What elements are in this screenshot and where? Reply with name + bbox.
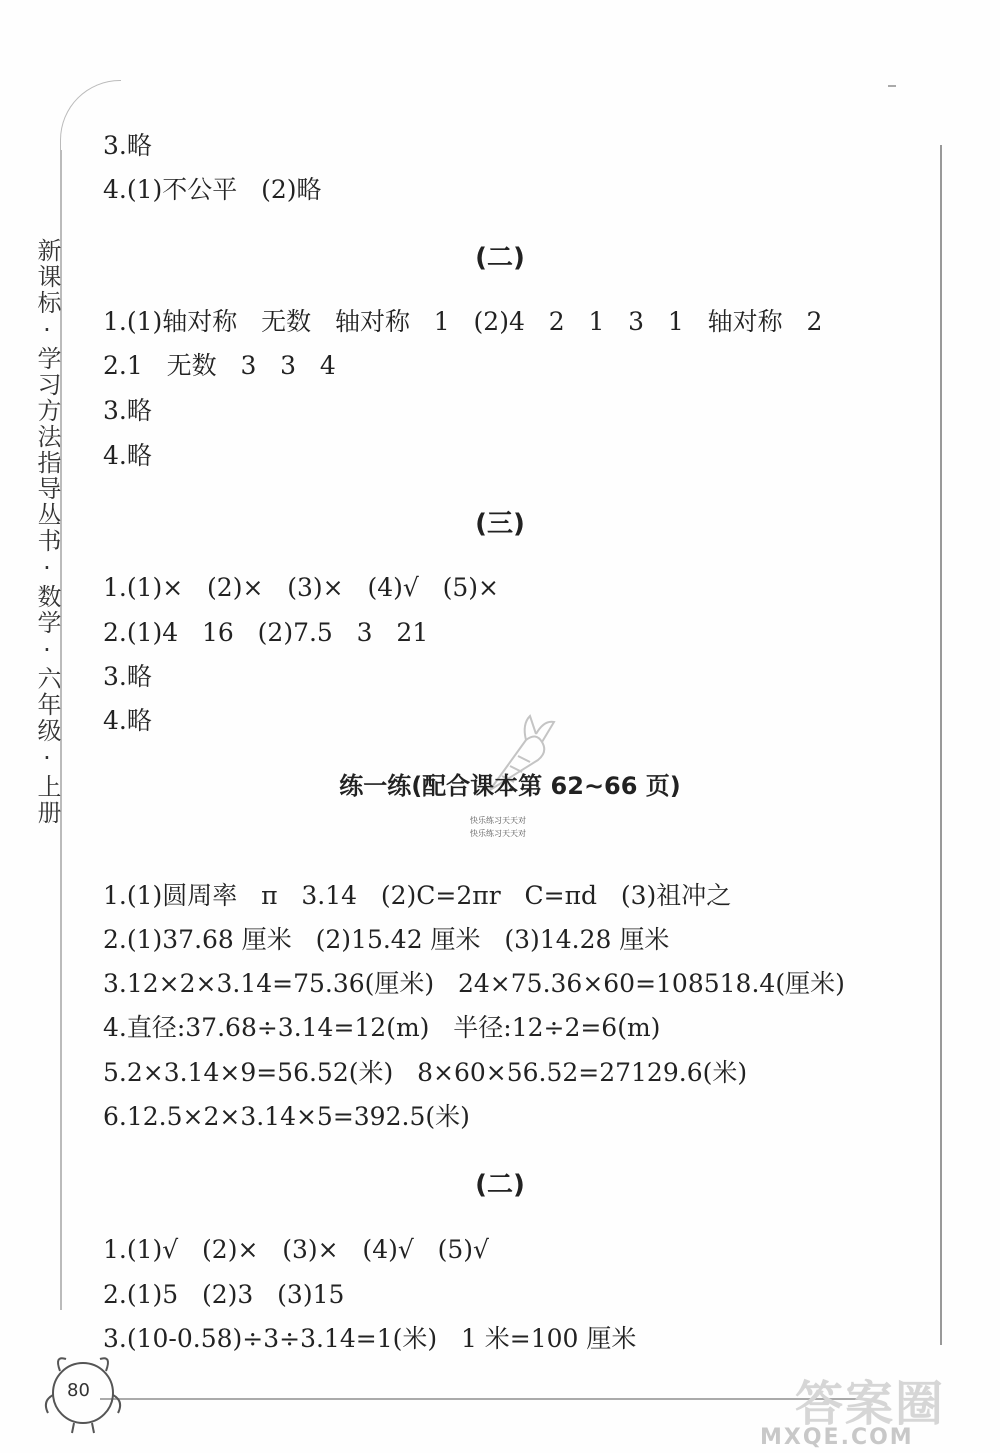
- answer-line: 3.(10-0.58)÷3÷3.14=1(米) 1 米=100 厘米: [103, 1324, 637, 1353]
- bottom-border-line: [100, 1398, 860, 1400]
- answer-line: 1.(1)× (2)× (3)× (4)√ (5)×: [103, 573, 499, 602]
- book-series-title: 新课标·学习方法指导丛书·数学·六年级·上册: [33, 238, 61, 826]
- section-heading: (二): [475, 1170, 525, 1200]
- answer-line: 4.略: [103, 441, 152, 470]
- answer-line: 2.(1)5 (2)3 (3)15: [103, 1280, 345, 1309]
- answer-line: 1.(1)圆周率 π 3.14 (2)C=2πr C=πd (3)祖冲之: [103, 881, 732, 910]
- answer-line: 1.(1)√ (2)× (3)× (4)√ (5)√: [103, 1235, 489, 1264]
- watermark-url: MXQE.COM: [760, 1425, 914, 1450]
- answer-line: 3.12×2×3.14=75.36(厘米) 24×75.36×60=108518.4(厘米): [103, 969, 845, 998]
- answer-line: 5.2×3.14×9=56.52(米) 8×60×56.52=27129.6(米): [103, 1058, 748, 1087]
- answer-line: 3.略: [103, 396, 152, 425]
- page-number: 80: [67, 1380, 90, 1401]
- watermark-logo: 答案圈: [795, 1376, 946, 1432]
- exercise-section-title: 练一练(配合课本第 62~66 页): [339, 772, 681, 800]
- answer-line: 2.(1)4 16 (2)7.5 3 21: [103, 618, 429, 647]
- badge-text-top: 快乐练习天天对: [470, 816, 526, 825]
- corner-mark: [888, 85, 896, 87]
- answer-line: 3.略: [103, 662, 152, 691]
- badge-text-bottom: 快乐练习天天对: [470, 829, 526, 838]
- answer-line: 2.(1)37.68 厘米 (2)15.42 厘米 (3)14.28 厘米: [103, 925, 670, 954]
- section-badge: [463, 812, 533, 842]
- section-heading: (三): [475, 509, 525, 539]
- answer-line: 4.直径:37.68÷3.14=12(m) 半径:12÷2=6(m): [103, 1013, 661, 1042]
- answer-line: 1.(1)轴对称 无数 轴对称 1 (2)4 2 1 3 1 轴对称 2: [103, 307, 823, 336]
- section-heading: (二): [475, 243, 525, 273]
- answer-line: 2.1 无数 3 3 4: [103, 351, 336, 380]
- answer-line: 4.(1)不公平 (2)略: [103, 175, 322, 204]
- answer-line: 6.12.5×2×3.14×5=392.5(米): [103, 1102, 470, 1131]
- answer-line: 3.略: [103, 131, 152, 160]
- answer-line: 4.略: [103, 706, 152, 735]
